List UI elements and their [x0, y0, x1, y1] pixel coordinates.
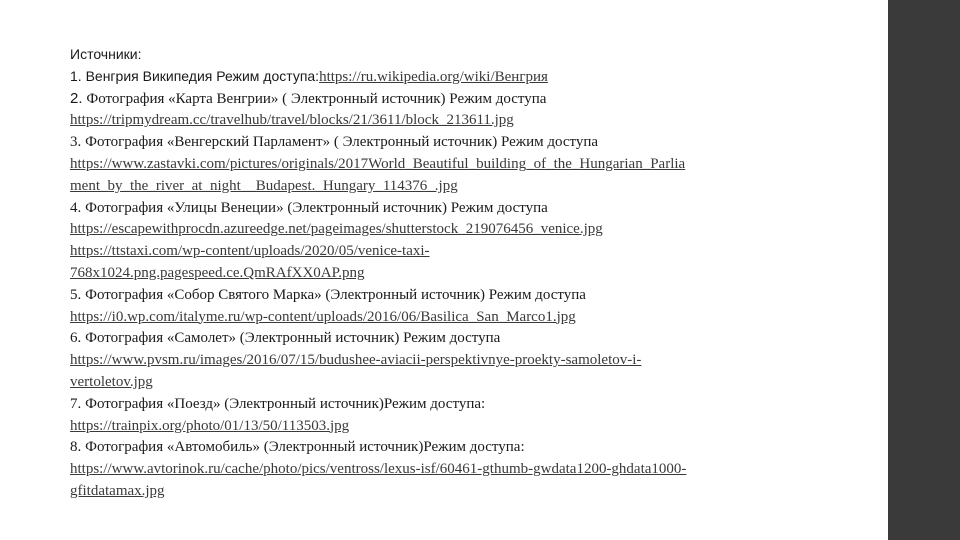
- source-item-8: [70, 436, 840, 458]
- source-link-2-continued[interactable]: 768x1024.png.pagespeed.ce.QmRAfXX0AP.png: [70, 264, 365, 281]
- source-link[interactable]: https://i0.wp.com/italyme.ru/wp-content/uploads/2016/06/Basilica_San_Marco1.jpg: [70, 308, 576, 325]
- source-number: 3.: [70, 134, 82, 151]
- source-item-2: [70, 88, 840, 110]
- source-item-7: [70, 393, 840, 415]
- source-item-4: [70, 197, 840, 219]
- source-text: Фотография «Карта Венгрии» ( Электронный источник) Режим доступа: [86, 90, 547, 107]
- source-text: Фотография «Собор Святого Марка» (Электронный источник) Режим доступа: [85, 286, 586, 303]
- source-item-5: [70, 284, 840, 306]
- source-number: 2.: [70, 89, 83, 107]
- source-text: Венгрия Википедия Режим доступа:: [85, 67, 320, 84]
- source-link[interactable]: https://escapewithprocdn.azureedge.net/pageimages/shutterstock_219076456_venice.jpg: [70, 221, 603, 238]
- source-number: 8.: [70, 439, 82, 456]
- source-number: 1.: [70, 67, 82, 84]
- source-number: 4.: [70, 199, 82, 216]
- source-link-continued[interactable]: ment_by_the_river_at_night__Budapest._Hungary_114376_.jpg: [70, 177, 458, 194]
- source-number: 6.: [70, 330, 82, 347]
- source-link[interactable]: https://tripmydream.cc/travelhub/travel/blocks/21/3611/block_213611.jpg: [70, 112, 514, 129]
- source-link-2[interactable]: https://ttstaxi.com/wp-content/uploads/2020/05/venice-taxi-: [70, 243, 430, 260]
- source-text: Фотография «Самолет» (Электронный источник) Режим доступа: [85, 330, 501, 347]
- source-text: Фотография «Венгерский Парламент» ( Электронный источник) Режим доступа: [85, 134, 599, 151]
- source-link[interactable]: https://www.zastavki.com/pictures/originals/2017World_Beautiful_building_of_the_Hungarian_Parlia: [70, 155, 686, 172]
- source-link[interactable]: https://trainpix.org/photo/01/13/50/113503.jpg: [70, 417, 350, 434]
- source-text: Фотография «Поезд» (Электронный источник)Режим доступа:: [85, 395, 486, 412]
- source-number: 7.: [70, 395, 82, 412]
- source-item-6: [70, 327, 840, 349]
- decorative-side-bar: [888, 0, 960, 540]
- source-text: Фотография «Автомобиль» (Электронный источник)Режим доступа:: [85, 439, 525, 456]
- source-link[interactable]: https://www.avtorinok.ru/cache/photo/pics/ventross/lexus-isf/60461-gthumb-gwdata1200-ghdata1000-: [70, 461, 687, 478]
- source-link[interactable]: https://ru.wikipedia.org/wiki/Венгрия: [319, 68, 548, 85]
- source-link[interactable]: https://www.pvsm.ru/images/2016/07/15/budushee-aviacii-perspektivnye-proekty-samoletov-i-: [70, 352, 642, 369]
- sources-heading: Источники:: [70, 46, 142, 62]
- source-link-continued[interactable]: vertoletov.jpg: [70, 373, 153, 390]
- sources-list: [70, 44, 840, 502]
- source-number: 5.: [70, 286, 82, 303]
- source-link-continued[interactable]: gfitdatamax.jpg: [70, 482, 165, 499]
- source-item-3: [70, 131, 840, 153]
- source-text: Фотография «Улицы Венеции» (Электронный источник) Режим доступа: [85, 199, 548, 216]
- source-item-1: [70, 66, 840, 88]
